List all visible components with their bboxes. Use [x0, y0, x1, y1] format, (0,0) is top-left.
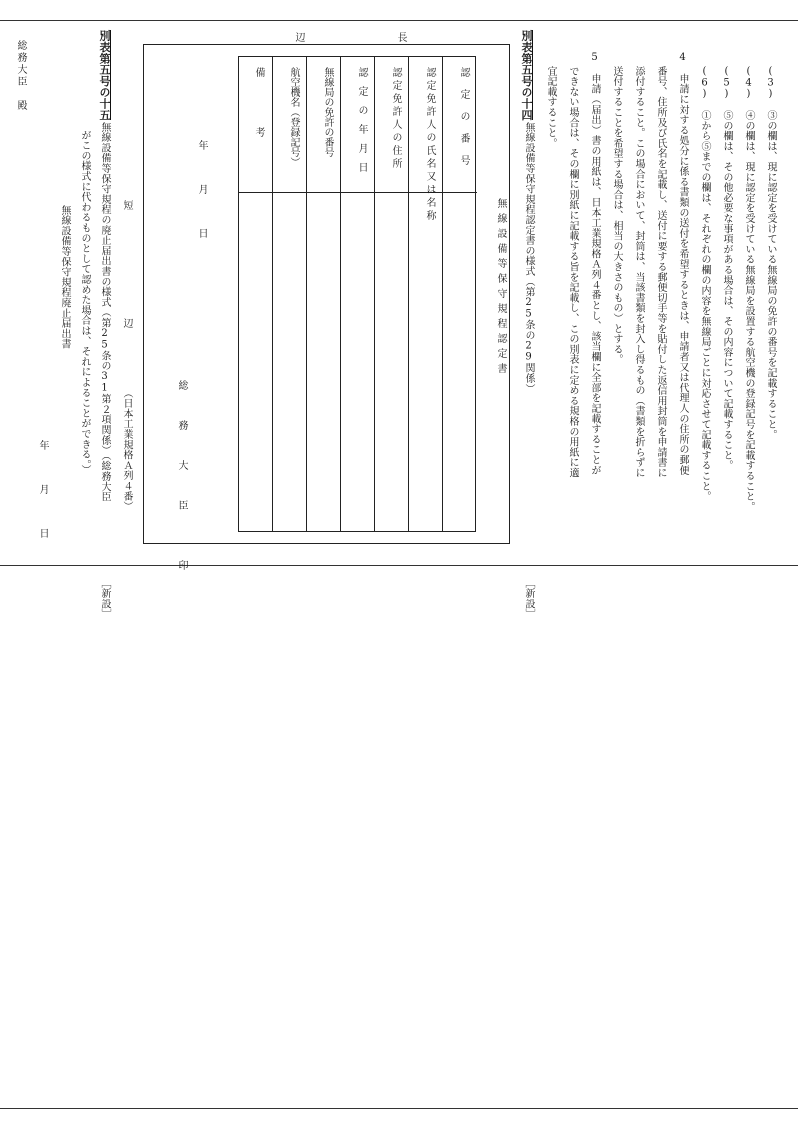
- form15-caption-line2: がこの様式に代わるものとして認めた場合は、それによることができる。）: [79, 130, 90, 476]
- form14-short-side-tan: 短: [121, 200, 132, 211]
- row-label-certification-number: 認定の番号: [458, 67, 469, 177]
- form15-caption-line1: 無線設備等保守規程の廃止届出書の様式（第25条の31第２項関係）（総務大臣: [99, 122, 110, 503]
- note-line: 宜記載すること。: [545, 66, 556, 149]
- note-line: 5 申請（届出）書の用紙は、日本工業規格Ａ列４番とし、該当欄に全部を記載することが: [589, 52, 600, 476]
- form15-doc-title: 無線設備等保守規程廃止届出書: [59, 205, 70, 350]
- row-label-certification-date: 認定の年月日: [356, 67, 367, 181]
- form15-date: 年 月 日: [37, 440, 48, 550]
- row-label-station-license-number: 無線局の免許の番号: [322, 67, 333, 157]
- form14-doc-title: 無線設備等保守規程認定書: [495, 198, 506, 378]
- note-line: 番号、住所及び氏名を記載し、送付に要する郵便切手等を貼付した返信用封筒を申請書に: [655, 66, 666, 478]
- form14-paper-size-note: （日本工業規格Ａ列４番）: [121, 388, 132, 512]
- form15-new-mark: ［新設］: [99, 578, 110, 620]
- bottom-rule: [0, 1108, 798, 1109]
- note-line: 送付することを希望する場合は、相当の大きさのもの）とする。: [611, 66, 622, 365]
- form14-date: 年 月 日: [196, 140, 207, 250]
- note-line: 添付すること。この場合において、封筒は、当該書類を封入し得るもの（書類を折らずに: [633, 66, 644, 478]
- form14-issuer-seal: 総 務 大 臣 印: [176, 380, 187, 580]
- note-line: (6) ①から⑤までの欄は、それぞれの欄の内容を無線局ごとに対応させて記載すること。: [699, 66, 710, 502]
- row-label-remarks: 備考: [253, 67, 264, 187]
- top-rule: [0, 20, 798, 21]
- row-label-licensee-address: 認定免許人の住所: [390, 67, 401, 171]
- form15-addressee: 総務大臣 殿: [15, 40, 26, 112]
- form14-long-side-cho: 長: [395, 32, 406, 43]
- form14-new-mark: ［新設］: [523, 578, 534, 620]
- row-label-licensee-name: 認定免許人の氏名又は名称: [424, 67, 435, 223]
- middle-rule: [0, 565, 798, 566]
- form14-heading: 別表第五号の十四: [520, 30, 533, 121]
- note-line: (3) ③の欄は、現に認定を受けている無線局の免許の番号を記載すること。: [765, 66, 776, 440]
- note-line: (5) ⑤の欄は、その他必要な事項がある場合は、その内容について記載すること。: [721, 66, 732, 471]
- form14-short-side-hen: 辺: [121, 318, 132, 329]
- form14-caption: 無線設備等保守規程認定書の様式（第25条の29関係）: [523, 122, 534, 394]
- form14-side-hen: 辺: [293, 32, 304, 43]
- row-label-aircraft-name: 航空機名（登録記号）: [288, 67, 299, 167]
- form15-heading: 別表第五号の十五: [98, 30, 111, 121]
- note-line: できない場合は、その欄に別紙に記載する旨を記載し、この別表に定める規格の用紙に適: [567, 66, 578, 478]
- note-line: 4 申請に対する処分に係る書類の送付を希望するときは、申請者又は代理人の住所の郵便: [677, 52, 688, 476]
- note-line: (4) ④の欄は、現に認定を受けている無線局を設置する航空機の登録記号を記載すること。: [743, 66, 754, 512]
- form14-table: [238, 56, 476, 532]
